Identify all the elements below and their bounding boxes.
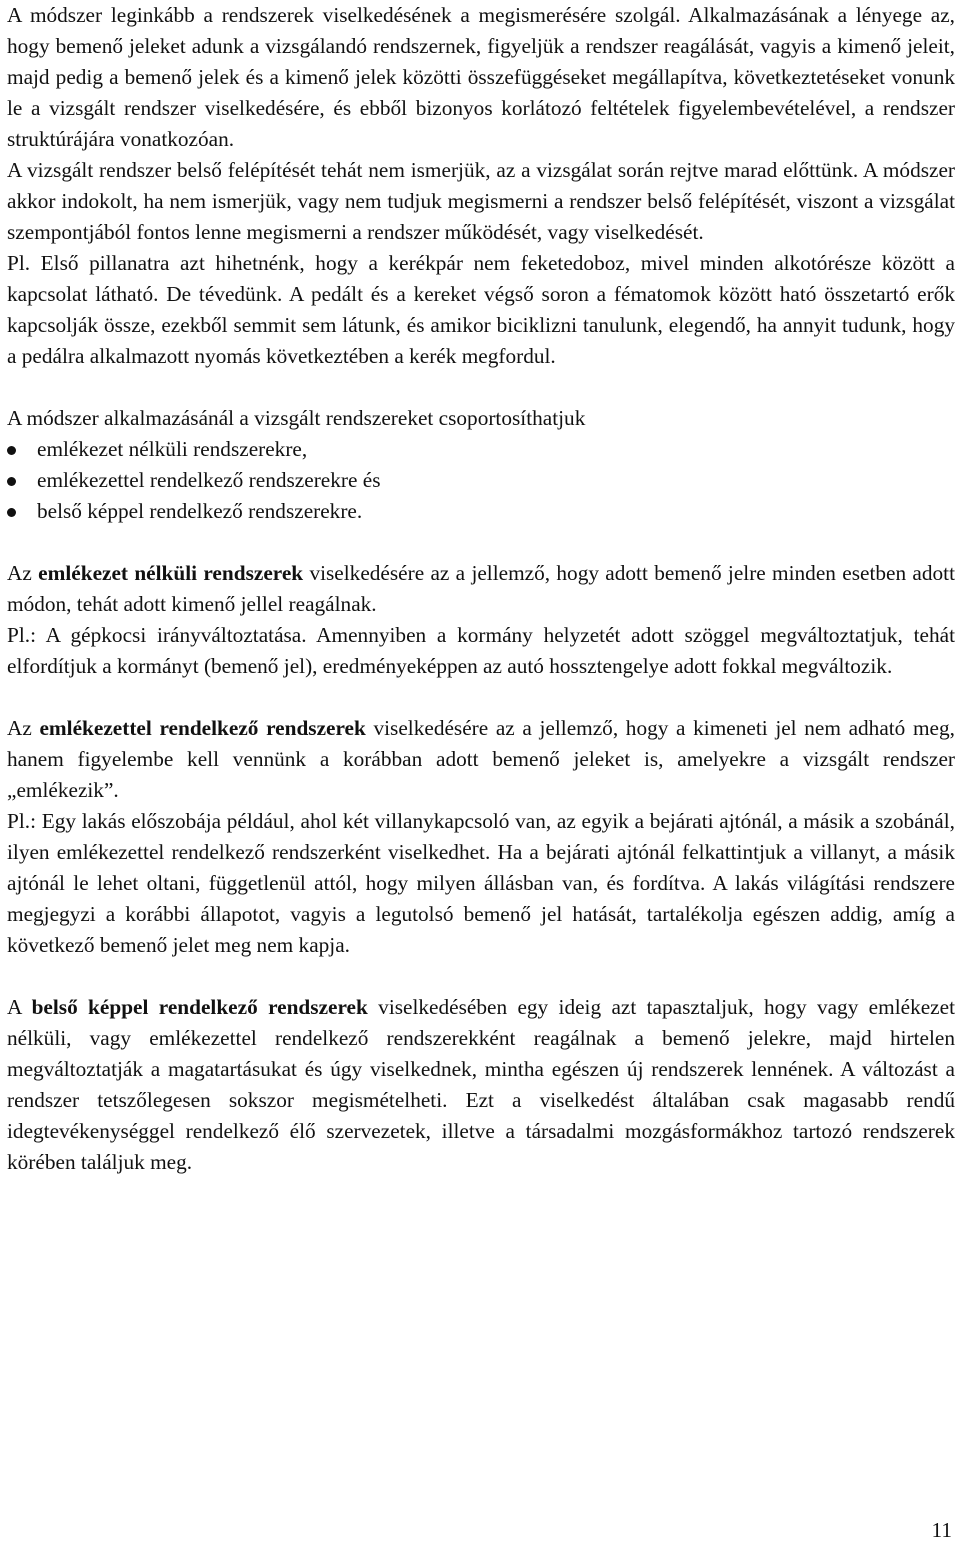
paragraph-with-memory xyxy=(7,713,955,806)
paragraph-memoryless xyxy=(7,558,955,620)
term-with-memory: emlékezettel rendelkező rendszerek xyxy=(39,716,366,740)
list-item xyxy=(7,434,955,465)
list-item xyxy=(7,496,955,527)
spacer xyxy=(7,682,955,713)
spacer xyxy=(7,961,955,992)
paragraph-memoryless-example: Pl.: A gépkocsi irányváltoztatása. Amennyiben a kormány helyzetét adott szöggel megváltoztatjuk, tehát elfordítjuk a kormányt (bemenő jel), eredményeképpen az autó hossztengelye adott fokkal megváltozik. xyxy=(7,623,955,678)
bullet-icon xyxy=(7,508,16,517)
paragraph-bicycle-example: Pl. Első pillanatra azt hihetnénk, hogy a kerékpár nem feketedoboz, mivel minden alkotórésze között a kapcsolat látható. De tévedünk. A pedált és a kereket végső soron a fématomok között ható összetartó erők kapcsolják össze, ezekből semmit sem látunk, és amikor biciklizni tanulunk, elegendő, ha annyit tudunk, hogy a pedálra alkalmazott nyomás következtében a kerék megfordul. xyxy=(7,251,955,368)
term-inner-image: belső képpel rendelkező rendszerek xyxy=(31,995,368,1019)
paragraph-with-memory-example: Pl.: Egy lakás előszobája például, ahol két villanykapcsoló van, az egyik a bejárati ajtónál, a másik a szobánál, ilyen emlékezettel rendelkező rendszerként viselkedhet. Ha a bejárati ajtónál felkattintjuk a villanyt, a másik ajtónál le lehet oltani, függetlenül attól, hogy milyen állásban van, és fordítva. A lakás világítási rendszere megjegyzi a korábbi állapotot, vagyis a legutolsó bemenő jel hatását, tartalékolja egészen addig, amíg a következő bemenő jelet meg nem kapja. xyxy=(7,809,955,957)
list-item-text: emlékezet nélküli rendszerekre, xyxy=(37,437,308,461)
bullet-icon xyxy=(7,446,16,455)
paragraph-inner-image xyxy=(7,992,955,1178)
system-type-list xyxy=(7,434,955,527)
text-run: viselkedésére az a jellemző, hogy adott bemenő jelre minden esetben adott módon, tehát adott kimenő jellel reagálnak. xyxy=(7,561,955,616)
bullet-icon xyxy=(7,477,16,486)
paragraph-intro: A módszer leginkább a rendszerek viselkedésének a megismerésére szolgál. Alkalmazásának a lényege az, hogy bemenő jeleket adunk a vizsgálandó rendszernek, figyeljük a rendszer reagálását, vagyis a kimenő jeleit, majd pedig a bemenő jelek és a kimenő jelek közötti összefüggéseket megállapítva, következtetéseket vonunk le a vizsgált rendszer viselkedésére, és ebből bizonyos korlátozó feltételek figyelembevételével, a rendszer struktúrájára vonatkozóan. xyxy=(7,3,955,151)
text-run: Az xyxy=(7,561,39,585)
paragraph-internal-structure: A vizsgált rendszer belső felépítését tehát nem ismerjük, az a vizsgálat során rejtve marad előttünk. A módszer akkor indokolt, ha nem ismerjük, vagy nem tudjuk megismerni a rendszer belső felépítését, viszont a vizsgálat szempontjából fontos lenne megismerni a rendszer működését, vagy viselkedését. xyxy=(7,158,955,244)
term-memoryless: emlékezet nélküli rendszerek xyxy=(38,561,304,585)
list-item xyxy=(7,465,955,496)
spacer xyxy=(7,372,955,403)
text-run: viselkedésében egy ideig azt tapasztaljuk, hogy vagy emlékezet nélküli, vagy emlékezettel rendelkező rendszerekként reagálnak a bemenő jelekre, majd hirtelen megváltoztatják a magatartásukat és úgy viselkednek, mintha egészen új rendszerek lennének. A változást a rendszer tetszőlegesen sokszor megismételheti. Ezt a viselkedést általában csak magasabb rendű idegtevékenységgel rendelkező élő szervezetek, illetve a társadalmi mozgásformákhoz tartozó rendszerek körében találjuk meg. xyxy=(7,995,955,1174)
paragraph-grouping: A módszer alkalmazásánál a vizsgált rendszereket csoportosíthatjuk xyxy=(7,406,586,430)
page-number: 11 xyxy=(931,1518,952,1542)
text-run: viselkedésére az a jellemző, hogy a kimeneti jel nem adható meg, hanem figyelembe kell vennünk a korábban adott bemenő jeleket is, amelyekre a vizsgált rendszer „emlékezik”. xyxy=(7,716,955,802)
spacer xyxy=(7,527,955,558)
list-item-text: belső képpel rendelkező rendszerekre. xyxy=(37,499,363,523)
document-page xyxy=(7,0,955,1178)
text-run: A xyxy=(7,995,32,1019)
text-run: Az xyxy=(7,716,40,740)
list-item-text: emlékezettel rendelkező rendszerekre és xyxy=(37,468,381,492)
